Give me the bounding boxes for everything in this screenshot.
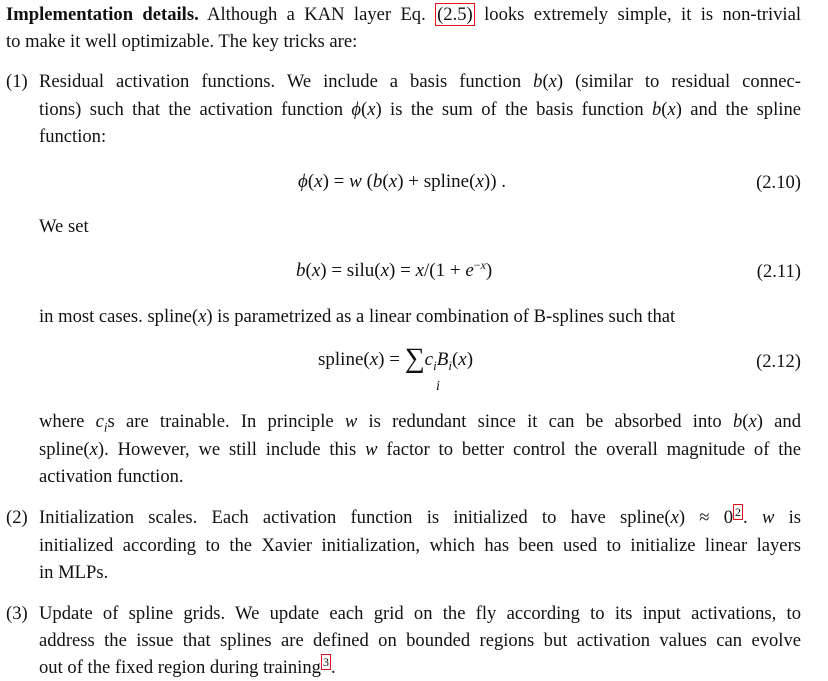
item-1-line-5: where $c_is$ are trainable. In principle w is redundant since it can be absorbed into b(x) and [39, 411, 801, 435]
item-1-line-3: function: [39, 126, 107, 147]
equation-number-2-11: (2.11) [756, 261, 801, 282]
item-2-number: (2) [6, 507, 28, 528]
equation-2-11: b(x) = silu(x) = $x/(1 + e^{-x})$ [296, 258, 493, 281]
item-3-line-2: address the issue that splines are defined on bounded regions but activation values can evolve [39, 630, 801, 651]
item-3-line-1: Update of spline grids. We update each grid on the fly according to its input activations, to [39, 603, 801, 624]
impl-line-2: to make it well optimizable. The key tricks are: [6, 31, 358, 52]
item-2-line-1: Initialization scales. Each activation function is initialized to have spline(x) ≈ 0 $^2$ . w is [39, 505, 801, 528]
item-1-line-2: tions) such that the activation function ϕ(x) is the sum of the basis function b(x) and the spline [39, 99, 801, 120]
we-set-text: We set [39, 216, 89, 237]
item-1-line-6: spline(x). However, we still include this w factor to better control the overall magnitude of the [39, 439, 801, 460]
equation-number-2-12: (2.12) [756, 351, 801, 372]
footnote-3-link[interactable]: 3 [322, 655, 329, 669]
impl-heading: Implementation details. [6, 4, 199, 25]
item-3-line-3: out of the fixed region during training $^3$ . [39, 655, 336, 678]
item-1-line-7: activation function. [39, 466, 184, 487]
impl-line-1: Implementation details. Although a KAN layer Eq. (2.5) looks extremely simple, it is non-trivial [6, 4, 801, 25]
item-1-line-1: Residual activation functions. We include a basis function b(x) (similar to residual connec- [39, 71, 801, 92]
equation-2-12: spline(x) = $\sum c_iB_i(x)$ i [318, 343, 474, 394]
item-1-number: (1) [6, 71, 28, 92]
item-3-number: (3) [6, 603, 28, 624]
item-2-line-3: in MLPs. [39, 562, 109, 583]
item-2-line-2: initialized according to the Xavier initialization, which has been used to initialize linear layers [39, 535, 801, 556]
ref-eq-2-5-link[interactable]: (2.5) [437, 4, 473, 25]
item-1-line-4: in most cases. spline(x) is parametrized as a linear combination of B-splines such that [39, 306, 676, 327]
equation-number-2-10: (2.10) [756, 172, 801, 193]
equation-2-10: ϕ(x) = w (b(x) + spline(x)) . [298, 171, 507, 192]
footnote-2-link[interactable]: 2 [735, 505, 742, 519]
